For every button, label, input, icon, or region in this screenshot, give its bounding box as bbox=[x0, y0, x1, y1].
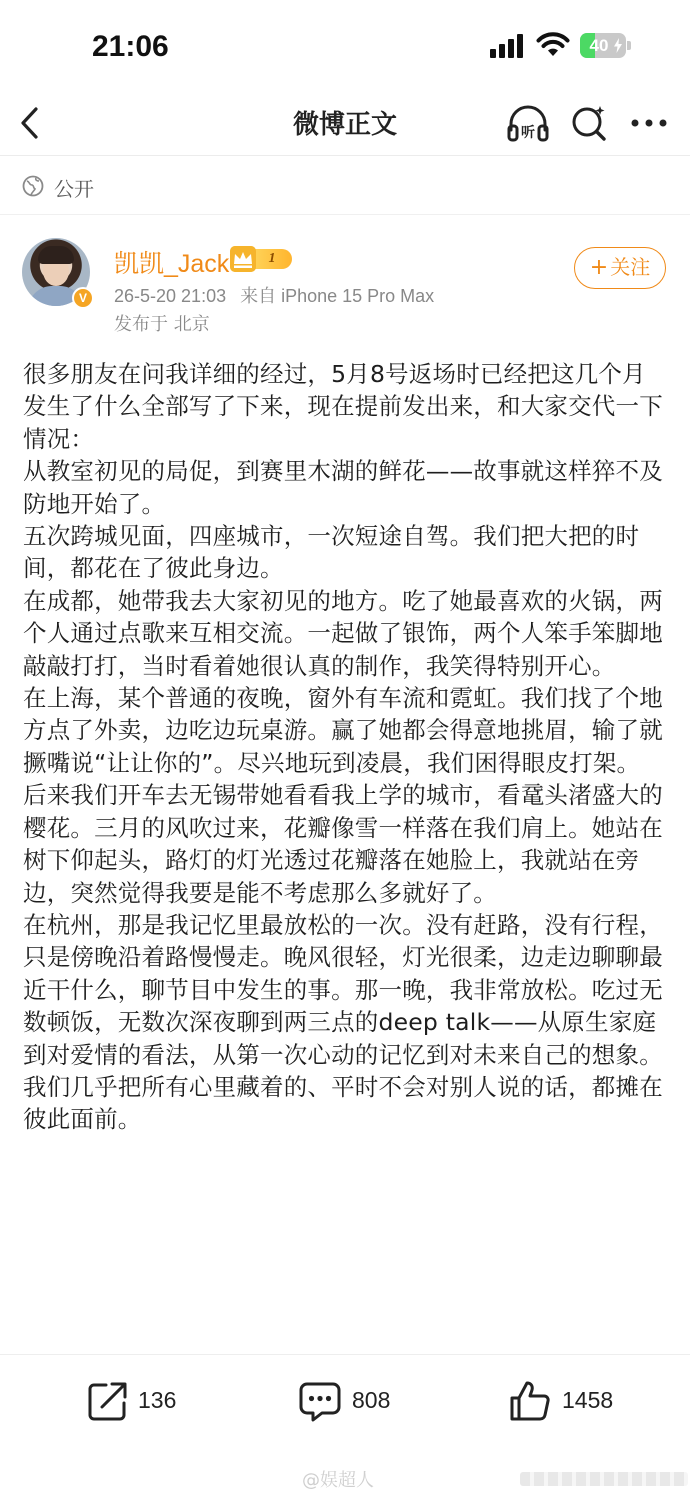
watermark: @娱超人 bbox=[302, 1470, 374, 1491]
member-level-badge bbox=[230, 246, 292, 272]
post-paragraph: 在上海，某个普通的夜晚，窗外有车流和霓虹。我们找了个地方点了外卖，边吃边玩桌游。赢了她都会得意地挑眉，输了就撅嘴说“让让你的”。尽兴地玩到凌晨，我们困得眼皮打架。 bbox=[23, 684, 663, 777]
post-time: 26-5-20 21:03 bbox=[114, 286, 227, 306]
comment-button[interactable] bbox=[298, 1379, 408, 1423]
globe-icon bbox=[22, 175, 44, 197]
verified-badge: V bbox=[72, 287, 94, 309]
crown-icon bbox=[230, 246, 256, 272]
plus-icon: + bbox=[589, 255, 609, 280]
post-paragraph: 在杭州，那是我记忆里最放松的一次。没有赶路，没有行程，只是傍晚沿着路慢慢走。晚风很轻，灯光很柔，边走边聊聊最近干什么，聊节目中发生的事。那一晚，我非常放松。吃过无数顿饭，无数次深夜聊到两三点的deep talk——从原生家庭到对爱情的看法，从第一次心动的记忆到对未来自己的想象。我们几乎把所有心里藏着的、平时不会对别人说的话，都摊在彼此面前。 bbox=[23, 910, 663, 1134]
battery-tip bbox=[627, 41, 631, 50]
post-paragraph: 在成都，她带我去大家初见的地方。吃了她最喜欢的火锅，两个人通过点歌来互相交流。一起做了银饰，两个人笨手笨脚地敲敲打打，当时看着她很认真的制作，我笑得特别开心。 bbox=[23, 586, 663, 680]
like-button[interactable] bbox=[508, 1379, 618, 1423]
post-source: 来自 iPhone 15 Pro Max bbox=[240, 286, 435, 306]
post-body bbox=[23, 358, 667, 1350]
post-meta bbox=[114, 282, 434, 308]
watermark-blur-strip bbox=[520, 1472, 688, 1486]
post-location: 发布于 北京 bbox=[114, 314, 210, 335]
svg-text:听: 听 bbox=[521, 125, 535, 141]
post-paragraph: 很多朋友在问我详细的经过，5月8号返场时已经把这几个月发生了什么全部写了下来，现在提前发出来，和大家交代一下情况： bbox=[23, 360, 663, 453]
member-level: 1 bbox=[252, 249, 292, 269]
action-bar bbox=[0, 1354, 690, 1446]
repost-button[interactable] bbox=[86, 1379, 196, 1423]
post-paragraph: 五次跨城见面，四座城市，一次短途自驾。我们把大把的时间，都花在了彼此身边。 bbox=[23, 522, 640, 583]
page-title: 微博正文 bbox=[292, 110, 397, 140]
status-bar bbox=[0, 0, 690, 92]
listen-icon[interactable] bbox=[506, 104, 550, 144]
post-paragraph: 后来我们开车去无锡带她看看我上学的城市，看鼋头渚盛大的樱花。三月的风吹过来，花瓣像雪一样落在我们肩上。她站在树下仰起头，路灯的灯光透过花瓣落在她脸上，我就站在旁边，突然觉得我要是能不考虑那么多就好了。 bbox=[23, 781, 663, 907]
battery-indicator bbox=[580, 33, 626, 58]
avatar-hair bbox=[38, 246, 74, 264]
more-icon[interactable] bbox=[630, 118, 668, 128]
visibility-label: 公开 bbox=[54, 177, 94, 201]
wifi-icon bbox=[536, 32, 570, 58]
follow-label: 关注 bbox=[610, 255, 651, 279]
charging-bolt-icon bbox=[613, 38, 623, 53]
comment-count: 808 bbox=[352, 1387, 391, 1413]
search-icon[interactable] bbox=[570, 104, 608, 142]
battery-level-text: 40 bbox=[589, 36, 609, 55]
repost-icon bbox=[86, 1379, 130, 1423]
author-name[interactable]: 凯凯_Jack bbox=[114, 250, 230, 278]
post-paragraph: 从教室初见的局促，到赛里木湖的鲜花——故事就这样猝不及防地开始了。 bbox=[23, 457, 663, 518]
follow-button[interactable] bbox=[574, 247, 666, 289]
comment-icon bbox=[298, 1379, 342, 1423]
like-thumb-icon bbox=[508, 1379, 552, 1423]
cellular-signal-icon bbox=[490, 34, 526, 58]
visibility-row bbox=[0, 157, 690, 215]
nav-bar bbox=[0, 92, 690, 156]
like-count: 1458 bbox=[562, 1387, 614, 1413]
repost-count: 136 bbox=[138, 1387, 177, 1413]
status-time: 21:06 bbox=[92, 30, 169, 63]
